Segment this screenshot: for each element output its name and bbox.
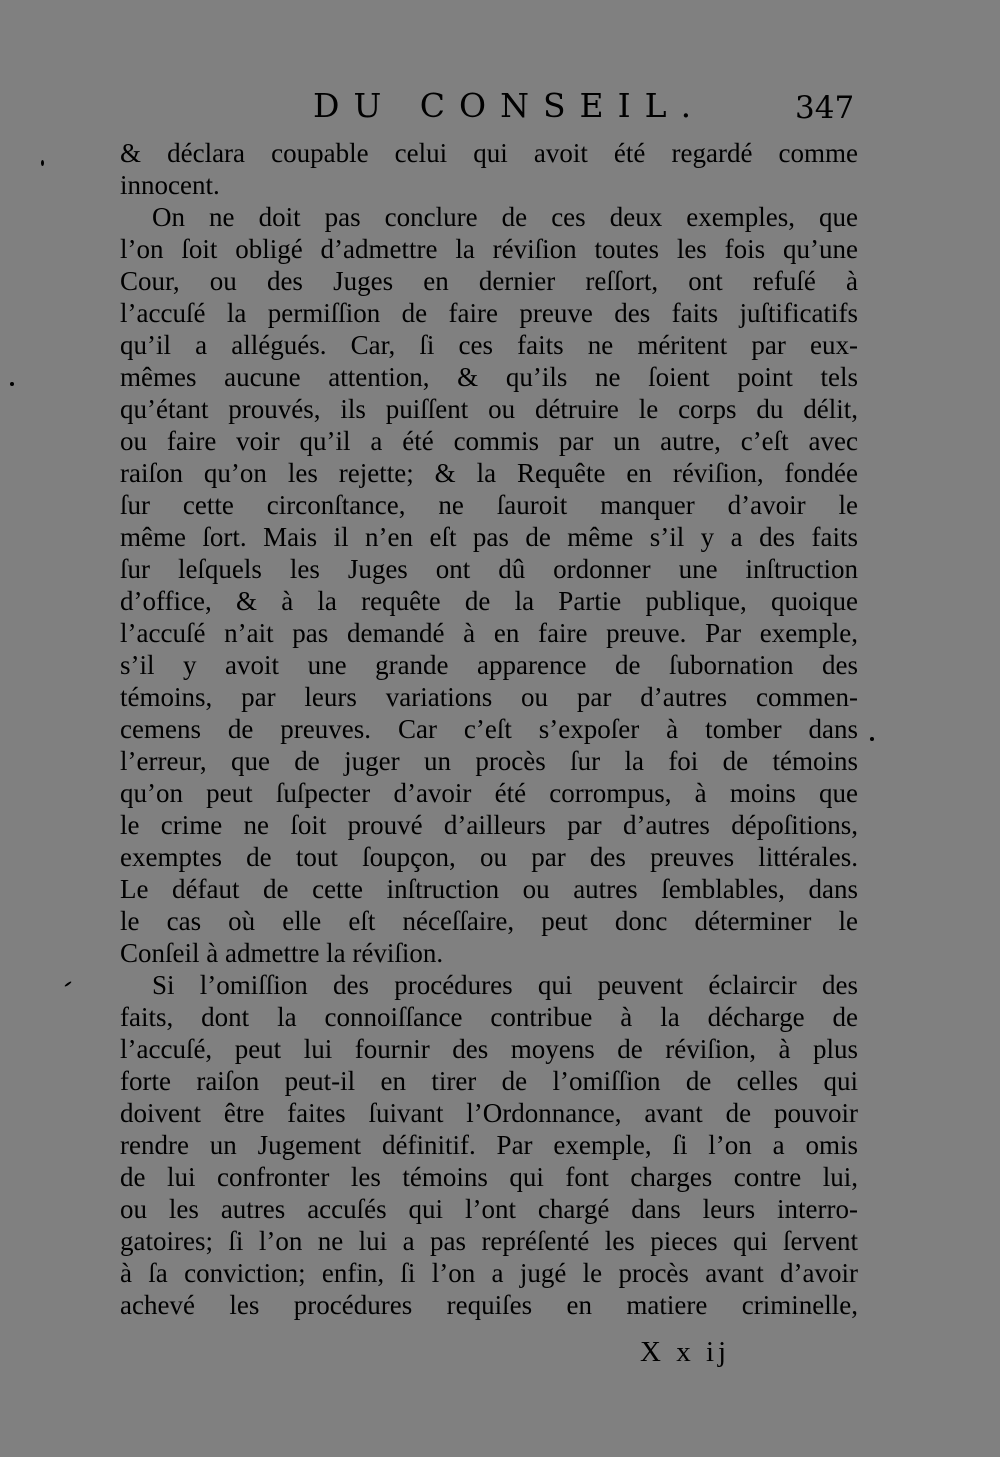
text-line: ſur leſquels les Juges ont dû ordonner une inſtruction — [120, 554, 858, 584]
text-line: Le défaut de cette inſtruction ou autres ſemblables, dans — [120, 874, 858, 904]
text-line: & déclara coupable celui qui avoit été regardé comme — [120, 138, 858, 168]
text-line: mêmes aucune attention, & qu’ils ne ſoient point tels — [120, 362, 858, 392]
text-line: innocent. — [120, 170, 220, 200]
text-line: d’office, & à la requête de la Partie publique, quoique — [120, 586, 858, 616]
ink-speck — [10, 382, 14, 386]
text-line: qu’on peut ſuſpecter d’avoir été corrompus, à moins que — [120, 778, 858, 808]
text-line: même ſort. Mais il n’en eſt pas de même s’il y a des faits — [120, 522, 858, 552]
text-line: raiſon qu’on les rejette; & la Requête en réviſion, fondée — [120, 458, 858, 488]
page-number: 347 — [795, 90, 855, 126]
text-line: faits, dont la connoiſſance contribue à la décharge de — [120, 1002, 858, 1032]
text-line: l’accuſé n’ait pas demandé à en faire preuve. Par exemple, — [120, 618, 858, 648]
text-line: exemptes de tout ſoupçon, ou par des preuves littérales. — [120, 842, 858, 872]
text-line: cemens de preuves. Car c’eſt s’expoſer à tomber dans — [120, 714, 858, 744]
ink-speck — [870, 737, 874, 741]
text-line: qu’il a allégués. Car, ſi ces faits ne méritent par eux- — [120, 330, 858, 360]
text-line: ſur cette circonſtance, ne ſauroit manquer d’avoir le — [120, 490, 858, 520]
text-line: le crime ne ſoit prouvé d’ailleurs par d’autres dépoſitions, — [120, 810, 858, 840]
text-line: On ne doit pas conclure de ces deux exemples, que — [152, 202, 858, 232]
text-line: s’il y avoit une grande apparence de ſubornation des — [120, 650, 858, 680]
text-line: qu’étant prouvés, ils puiſſent ou détruire le corps du délit, — [120, 394, 858, 424]
text-line: l’accuſé, peut lui fournir des moyens de réviſion, à plus — [120, 1034, 858, 1064]
text-line: doivent être faites ſuivant l’Ordonnance, avant de pouvoir — [120, 1098, 858, 1128]
text-line: forte raiſon peut-il en tirer de l’omiſſion de celles qui — [120, 1066, 858, 1096]
ink-speck — [41, 160, 44, 166]
text-line: Conſeil à admettre la réviſion. — [120, 938, 444, 968]
text-line: Cour, ou des Juges en dernier reſſort, ont refuſé à — [120, 266, 858, 296]
text-line: l’accuſé la permiſſion de faire preuve des faits juſtificatifs — [120, 298, 858, 328]
text-line: le cas où elle eſt néceſſaire, peut donc déterminer le — [120, 906, 858, 936]
text-line: de lui confronter les témoins qui font charges contre lui, — [120, 1162, 858, 1192]
text-line: ou faire voir qu’il a été commis par un autre, c’eſt avec — [120, 426, 858, 456]
running-head: DU CONSEIL. — [313, 86, 706, 125]
text-line: l’erreur, que de juger un procès ſur la foi de témoins — [120, 746, 858, 776]
text-line: gatoires; ſi l’on ne lui a pas repréſenté les pieces qui ſervent — [120, 1226, 858, 1256]
text-line: ou les autres accuſés qui l’ont chargé dans leurs interro- — [120, 1194, 858, 1224]
text-line: témoins, par leurs variations ou par d’autres commen- — [120, 682, 858, 712]
text-line: achevé les procédures requiſes en matiere criminelle, — [120, 1290, 858, 1320]
text-line: l’on ſoit obligé d’admettre la réviſion toutes les fois qu’une — [120, 234, 858, 264]
text-line: Si l’omiſſion des procédures qui peuvent éclaircir des — [152, 970, 858, 1000]
ink-speck — [64, 981, 72, 987]
text-line: rendre un Jugement définitif. Par exemple, ſi l’on a omis — [120, 1130, 858, 1160]
signature-mark: X x ij — [640, 1336, 731, 1368]
text-line: à ſa conviction; enfin, ſi l’on a jugé le procès avant d’avoir — [120, 1258, 858, 1288]
